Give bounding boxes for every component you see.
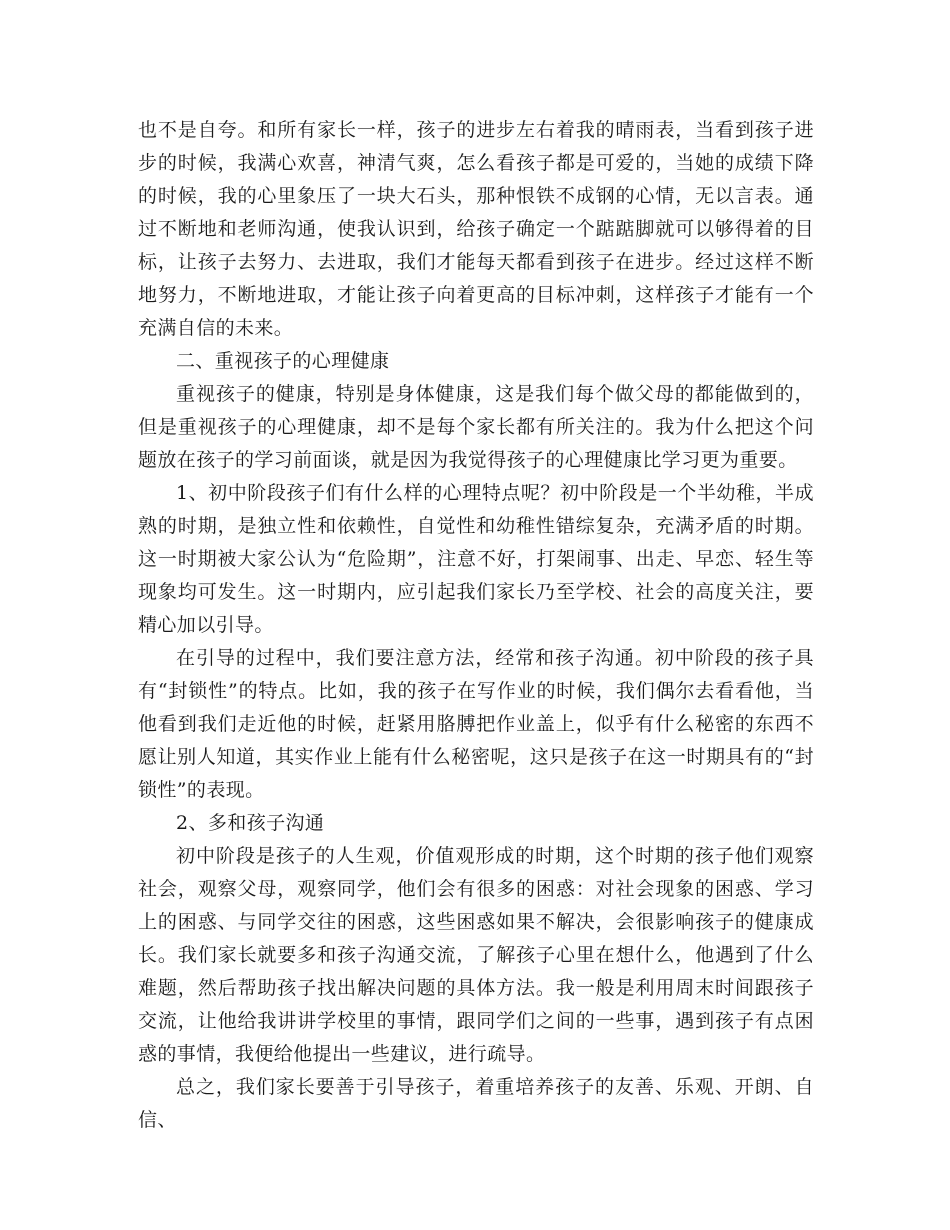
paragraph-continuation: 也不是自夸。和所有家长一样，孩子的进步左右着我的晴雨表，当看到孩子进步的时候，我满心欢喜，神清气爽，怎么看孩子都是可爱的，当她的成绩下降的时候，我的心里象压了一块大石头，那种恨铁不成钢的心情，无以言表。通过不断地和老师沟通，使我认识到，给孩子确定一个踮踮脚就可以够得着的目标，让孩子去努力、去进取，我们才能每天都看到孩子在进步。经过这样不断地努力，不断地进取，才能让孩子向着更高的目标冲刺，这样孩子才能有一个充满自信的未来。: [138, 119, 814, 339]
paragraph-psychological-traits: 1、初中阶段孩子们有什么样的心理特点呢？初中阶段是一个半幼稚，半成熟的时期，是独立性和依赖性，自觉性和幼稚性错综复杂，充满矛盾的时期。这一时期被大家公认为“危险期”，注意不好，打架闹事、出走、早恋、轻生等现象均可发生。这一时期内，应引起我们家长乃至学校、社会的高度关注，要精心加以引导。: [138, 482, 814, 636]
paragraph-communication: 初中阶段是孩子的人生观，价值观形成的时期，这个时期的孩子他们观察社会，观察父母，观察同学，他们会有很多的困惑：对社会现象的困惑、学习上的困惑、与同学交往的困惑，这些困惑如果不解决，会很影响孩子的健康成长。我们家长就要多和孩子沟通交流，了解孩子心里在想什么，他遇到了什么难题，然后帮助孩子找出解决问题的具体方法。我一般是利用周末时间跟孩子交流，让他给我讲讲学校里的事情，跟同学们之间的一些事，遇到孩子有点困惑的事情，我便给他提出一些建议，进行疏导。: [138, 845, 814, 1065]
paragraph-conclusion-start: 总之，我们家长要善于引导孩子，着重培养孩子的友善、乐观、开朗、自信、: [138, 1076, 814, 1131]
paragraph-mental-health-intro: 重视孩子的健康，特别是身体健康，这是我们每个做父母的都能做到的，但是重视孩子的心理健康，却不是每个家长都有所关注的。我为什么把这个问题放在孩子的学习前面谈，就是因为我觉得孩子的心理健康比学习更为重要。: [138, 383, 814, 471]
paragraph-guidance-method: 在引导的过程中，我们要注意方法，经常和孩子沟通。初中阶段的孩子具有“封锁性”的特点。比如，我的孩子在写作业的时候，我们偶尔去看看他，当他看到我们走近他的时候，赶紧用胳膊把作业盖上，似乎有什么秘密的东西不愿让别人知道，其实作业上能有什么秘密呢，这只是孩子在这一时期具有的“封锁性”的表现。: [138, 647, 814, 801]
subheading-communicate: 2、多和孩子沟通: [176, 812, 325, 834]
document-body: [138, 114, 814, 1137]
section-heading-mental-health: 二、重视孩子的心理健康: [176, 350, 390, 372]
